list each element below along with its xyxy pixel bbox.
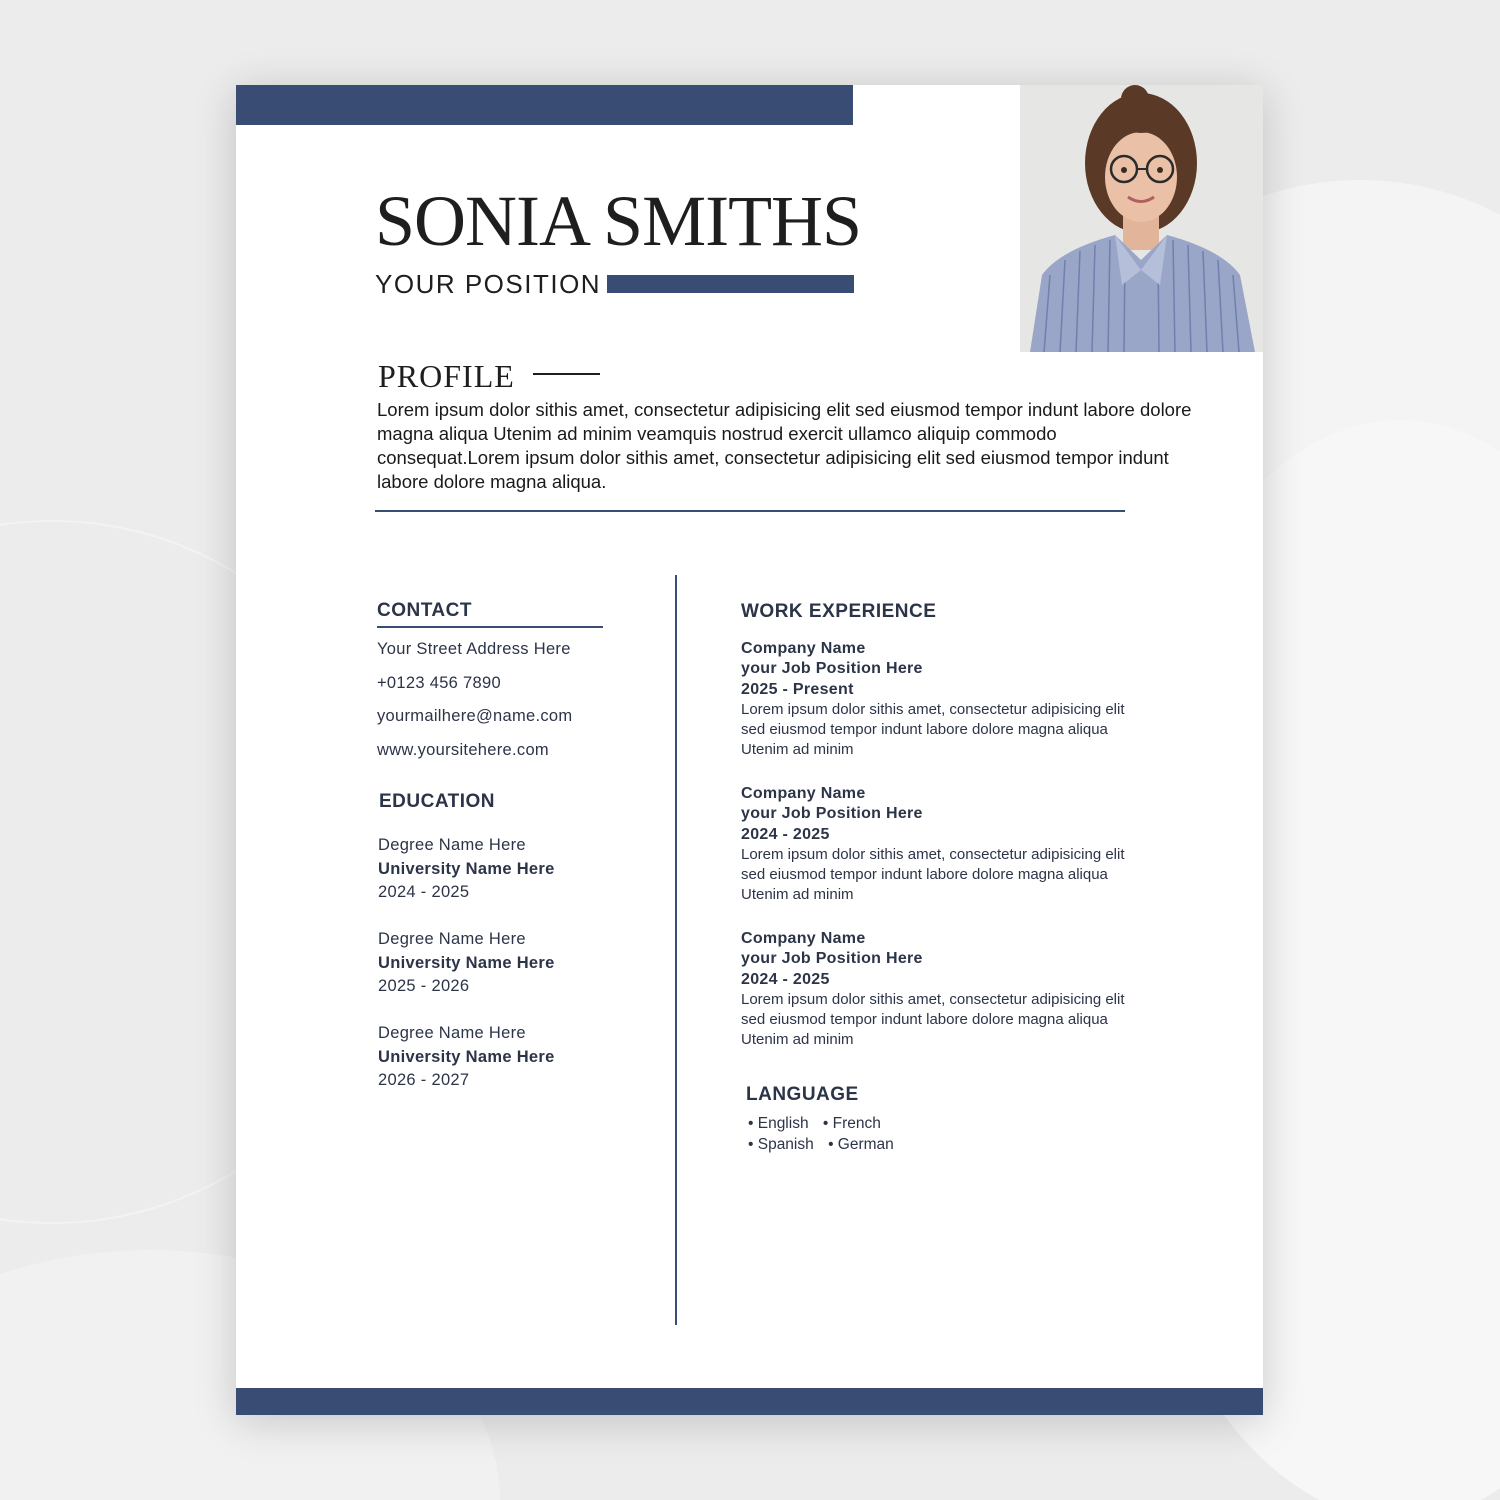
education-entry xyxy=(378,928,638,999)
work-company: Company Name xyxy=(741,785,866,802)
footer-accent-bar xyxy=(236,1388,1263,1415)
education-university: University Name Here xyxy=(378,859,555,878)
education-university: University Name Here xyxy=(378,953,555,972)
language-item: • Spanish xyxy=(748,1136,814,1153)
education-years: 2025 - 2026 xyxy=(378,977,470,995)
work-heading: WORK EXPERIENCE xyxy=(741,601,937,622)
candidate-name: SONIA SMITHS xyxy=(375,181,862,261)
work-years: 2025 - Present xyxy=(741,680,854,698)
resume-page xyxy=(236,85,1263,1415)
work-position: your Job Position Here xyxy=(741,950,923,968)
language-item: • English xyxy=(748,1115,809,1132)
work-company: Company Name xyxy=(741,930,866,947)
education-entry xyxy=(378,834,638,905)
contact-website: www.yoursitehere.com xyxy=(377,741,549,759)
work-company: Company Name xyxy=(741,640,866,657)
language-item: • German xyxy=(828,1136,894,1153)
work-description: Lorem ipsum dolor sithis amet, consectetur adipisicing elit sed eiusmod tempor indunt labore dolore magna aliqua Utenim ad minim xyxy=(741,700,1125,759)
column-divider xyxy=(675,575,677,1325)
education-degree: Degree Name Here xyxy=(378,930,526,948)
work-position: your Job Position Here xyxy=(741,805,923,823)
work-years: 2024 - 2025 xyxy=(741,825,830,843)
work-entry xyxy=(741,639,1141,761)
profile-summary: Lorem ipsum dolor sithis amet, consectetur adipisicing elit sed eiusmod tempor indunt labore dolore magna aliqua Utenim ad minim veamquis nostrud exercit ullamco aliquip commodo consequat.Lorem ipsum dolor sithis amet, consectetur adipisicing elit sed eiusmod tempor indunt labore dolore magna aliqua. xyxy=(377,399,1192,492)
work-position: your Job Position Here xyxy=(741,660,923,678)
profile-heading: PROFILE xyxy=(378,358,515,394)
education-heading: EDUCATION xyxy=(379,791,496,812)
contact-heading: CONTACT xyxy=(377,600,472,621)
work-description: Lorem ipsum dolor sithis amet, consectetur adipisicing elit sed eiusmod tempor indunt labore dolore magna aliqua Utenim ad minim xyxy=(741,845,1125,904)
work-entry xyxy=(741,784,1141,906)
language-heading: LANGUAGE xyxy=(746,1084,859,1105)
education-university: University Name Here xyxy=(378,1047,555,1066)
candidate-position: YOUR POSITION xyxy=(375,269,602,299)
language-item: • French xyxy=(822,1115,881,1132)
work-years: 2024 - 2025 xyxy=(741,970,830,988)
work-description: Lorem ipsum dolor sithis amet, consectetur adipisicing elit sed eiusmod tempor indunt labore dolore magna aliqua Utenim ad minim xyxy=(741,990,1125,1049)
language-list xyxy=(748,1113,894,1155)
profile-photo xyxy=(1020,85,1263,352)
education-degree: Degree Name Here xyxy=(378,1024,526,1042)
profile-heading-rule xyxy=(533,373,600,375)
education-years: 2024 - 2025 xyxy=(378,883,470,901)
header-accent-bar xyxy=(236,85,853,125)
contact-heading-rule xyxy=(377,626,603,628)
contact-phone: +0123 456 7890 xyxy=(377,674,501,692)
education-years: 2026 - 2027 xyxy=(378,1071,470,1089)
contact-email: yourmailhere@name.com xyxy=(377,707,573,725)
education-degree: Degree Name Here xyxy=(378,836,526,854)
section-divider xyxy=(375,510,1125,512)
work-entry xyxy=(741,929,1141,1051)
education-entry xyxy=(378,1022,638,1093)
position-accent-bar xyxy=(607,275,854,293)
contact-address: Your Street Address Here xyxy=(377,640,571,658)
